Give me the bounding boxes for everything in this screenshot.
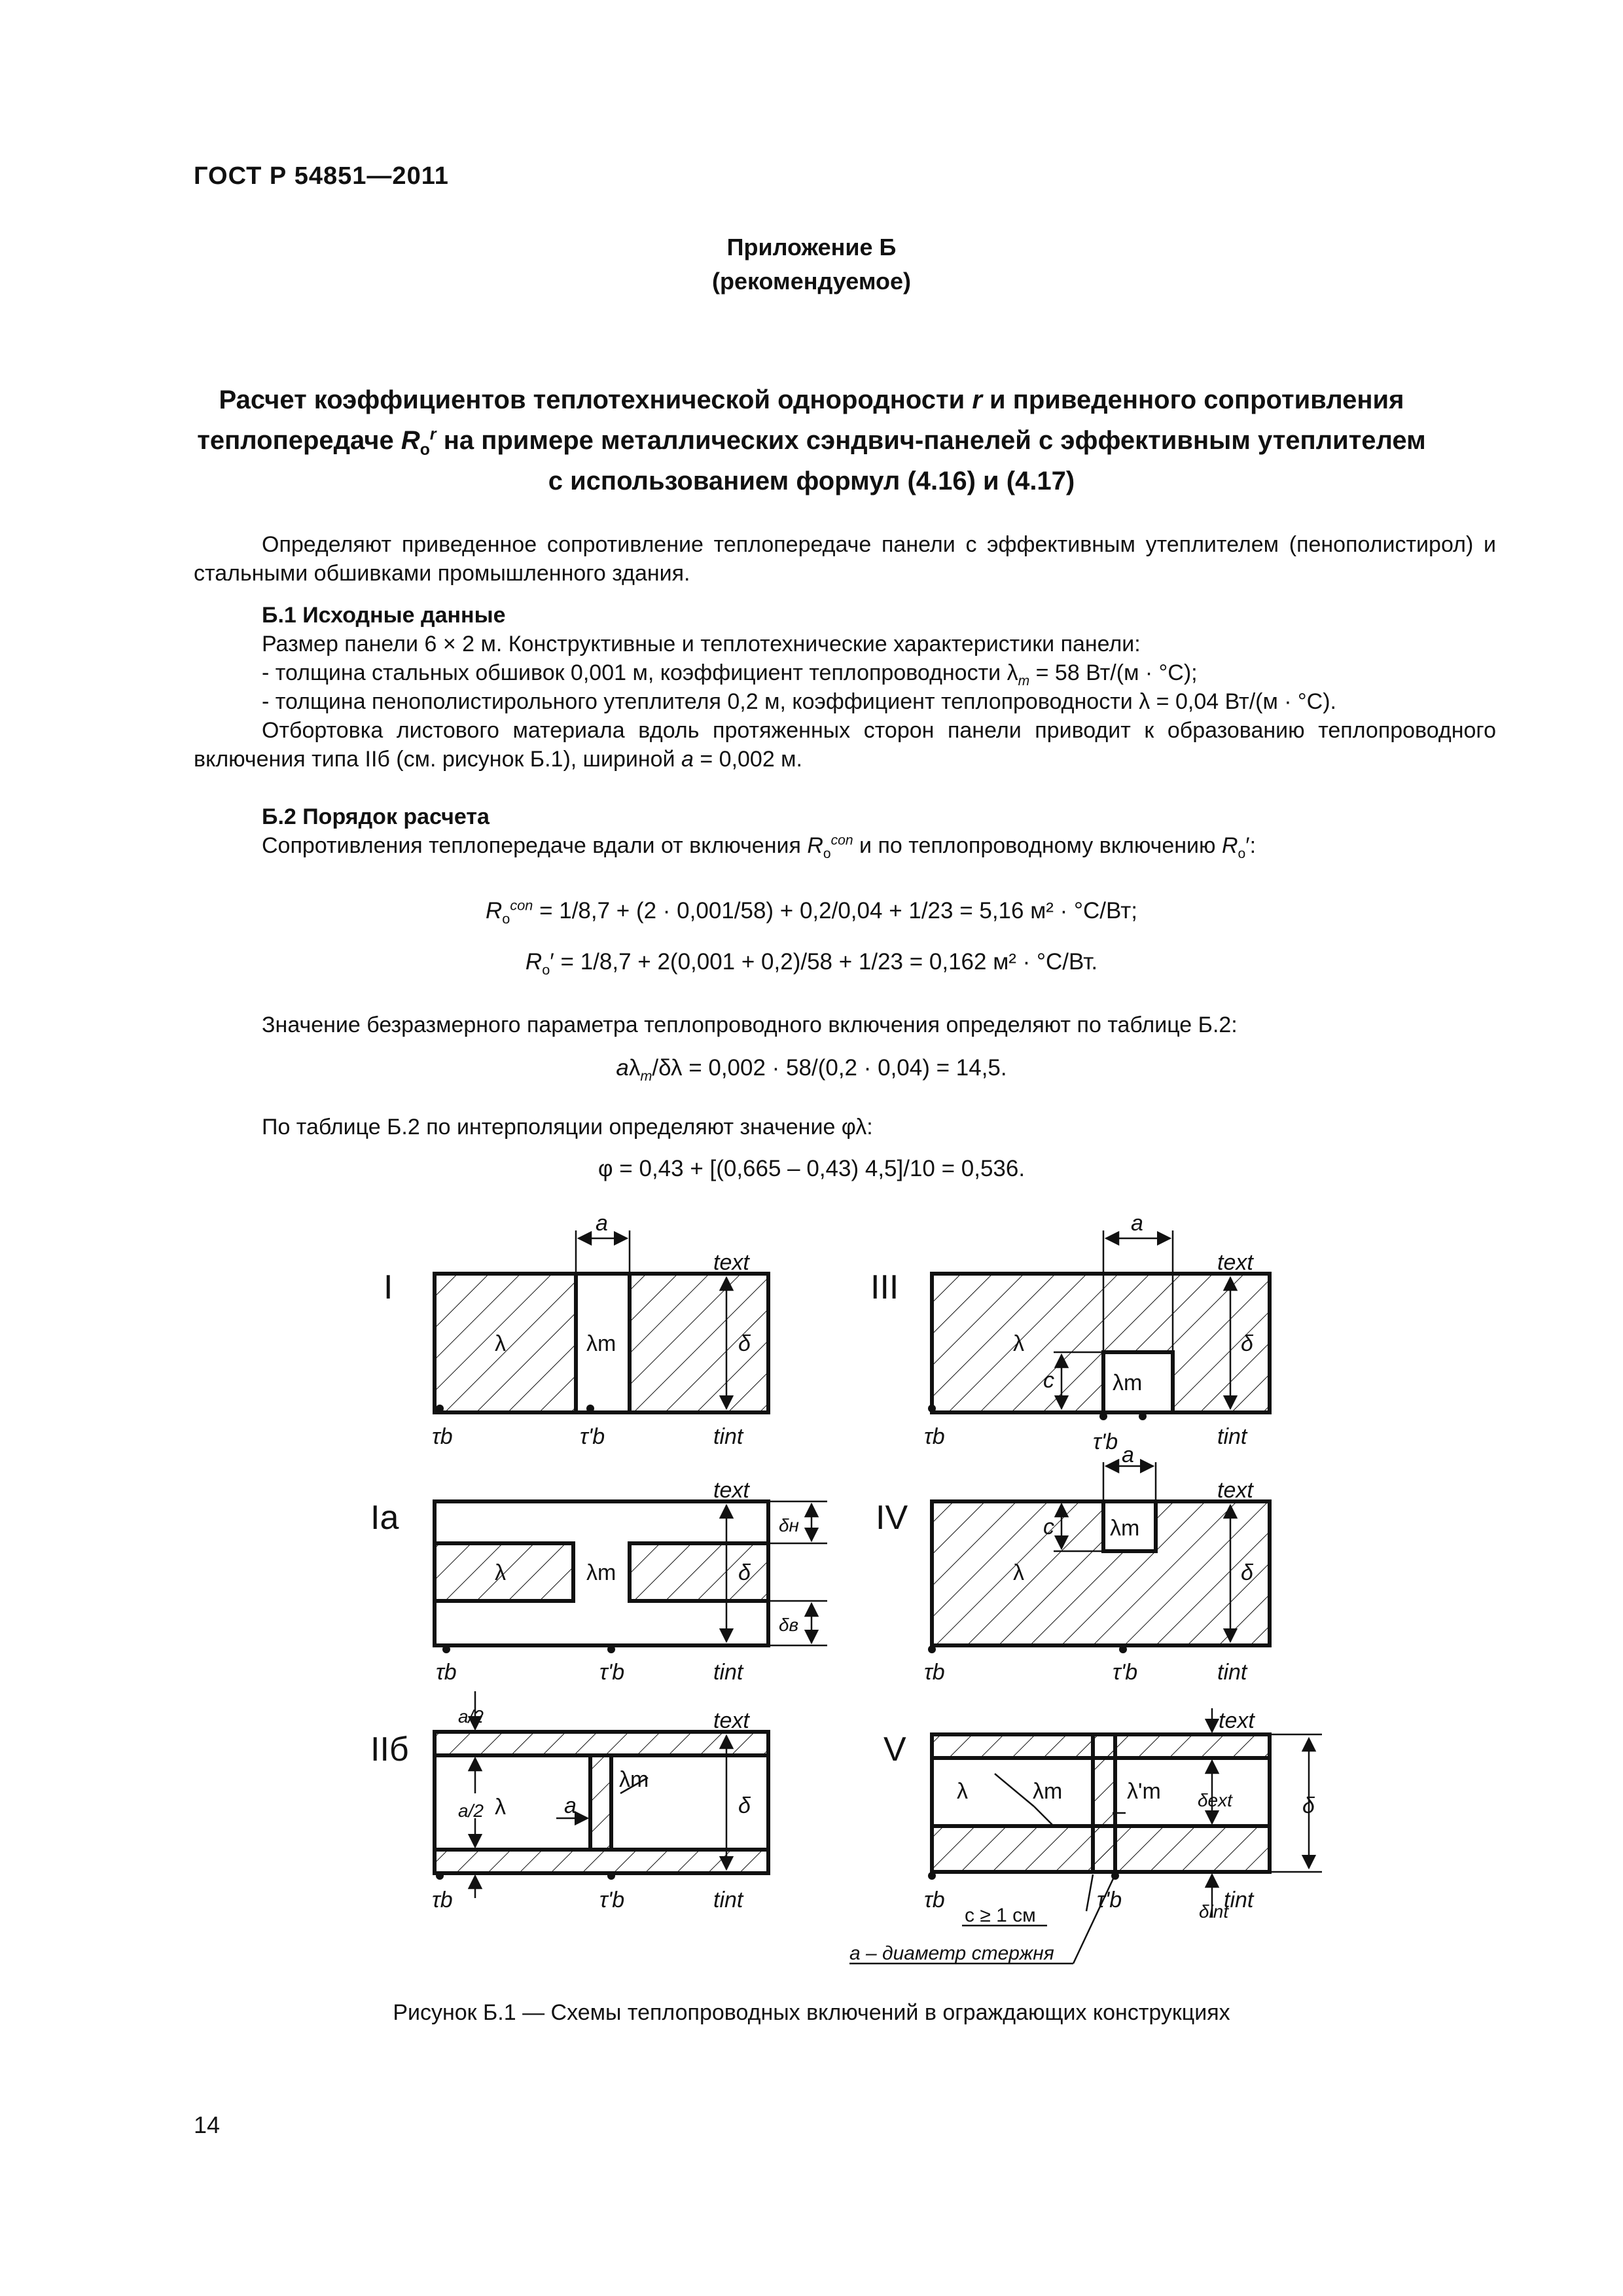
label-tau-b: τb xyxy=(924,1424,945,1449)
label-t-int: tint xyxy=(713,1424,743,1449)
appendix-heading xyxy=(0,230,1623,298)
label-t-ext: text xyxy=(1219,1708,1255,1733)
section-b2-p2-block xyxy=(194,1011,1496,1039)
section-b2 xyxy=(194,802,1496,860)
label-tau-b-prime: τ'b xyxy=(1097,1888,1122,1912)
label-delta-n: δн xyxy=(779,1515,799,1535)
intro-paragraph xyxy=(194,530,1496,588)
section-b2-p2: Значение безразмерного параметра теплопроводного включения определяют по таблице Б.2: xyxy=(262,1013,1238,1037)
title-line-1: Расчет коэффициентов теплотехнической однородности r и приведенного сопротивления xyxy=(219,386,1404,414)
label-lambda: λ xyxy=(1013,1331,1024,1356)
label-tau-b: τb xyxy=(432,1424,453,1449)
label-I: I xyxy=(383,1268,393,1306)
label-tau-b-prime: τ'b xyxy=(599,1660,625,1685)
section-b1-heading: Б.1 Исходные данные xyxy=(262,603,506,628)
label-lambda: λ xyxy=(495,1331,506,1356)
formula-parameter: $a\lambda_m/\delta\lambda = 0,002 \cdot 58/(0,2 \cdot 0,04) = 14,5$. xyxy=(616,1055,1007,1084)
page-number: 14 xyxy=(194,2111,221,2138)
label-c: c xyxy=(1043,1368,1054,1393)
label-tau-b: τb xyxy=(432,1888,453,1912)
appendix-title: Приложение Б xyxy=(726,234,897,260)
label-lambda: λ xyxy=(495,1795,506,1820)
label-Ia: Ia xyxy=(370,1499,399,1537)
label-t-ext: text xyxy=(713,1478,749,1503)
label-delta: δ xyxy=(1302,1793,1315,1818)
formula-r-con-text: = 1/8,7 + (2 · 0,001/58) + 0,2/0,04 + 1/23 = 5,16 м² · °С/Вт; xyxy=(539,898,1137,924)
label-rod-note: a – диаметр стержня xyxy=(849,1943,1054,1964)
label-t-int: tint xyxy=(1217,1660,1247,1685)
label-tau-b: τb xyxy=(436,1660,457,1685)
formula-phi-text: φ = 0,43 + [(0,665 – 0,43) 4,5]/10 = 0,536. xyxy=(597,1156,1026,1181)
label-V: V xyxy=(883,1731,906,1768)
section-b2-p3: По таблице Б.2 по интерполяции определяют значение φλ: xyxy=(262,1115,873,1139)
label-lambda-m-prime: λ'm xyxy=(1127,1779,1161,1804)
formula-parameter-text: = 0,002 · 58/(0,2 · 0,04) = 14,5. xyxy=(688,1055,1007,1081)
figure-b1 xyxy=(0,1204,1623,2042)
label-a: a xyxy=(596,1211,608,1236)
figure-caption: Рисунок Б.1 — Схемы теплопроводных включений в ограждающих конструкциях xyxy=(393,2000,1230,2025)
section-b1-p2: - толщина стальных обшивок 0,001 м, коэффициент теплопроводности $\lambda_m = 58$ Вт/(м · °С); xyxy=(262,660,1198,689)
label-t-ext: text xyxy=(1217,1478,1253,1503)
document-code: ГОСТ Р 54851—2011 xyxy=(194,162,449,190)
label-tau-b-prime: τ'b xyxy=(580,1424,605,1449)
section-b2-p1: Сопротивления теплопередаче вдали от включения $R_o^{con}$ и по теплопроводному включению $R_o'$: xyxy=(262,833,1257,861)
label-lambda-m: λm xyxy=(619,1767,649,1792)
label-delta: δ xyxy=(738,1560,751,1585)
label-tau-b: τb xyxy=(924,1660,945,1685)
formula-phi xyxy=(0,1156,1623,1182)
scheme-IIb xyxy=(435,1732,768,1873)
title-line-2: теплопередаче $R_o^r$ на примере металлических сэндвич-панелей с эффективным утеплителем xyxy=(197,425,1426,459)
label-lambda: λ xyxy=(957,1779,968,1804)
label-a-half: a/2 xyxy=(458,1801,484,1821)
label-t-ext: text xyxy=(713,1708,749,1733)
label-delta-int: δint xyxy=(1199,1901,1229,1922)
label-a: a xyxy=(564,1793,577,1818)
label-lambda: λ xyxy=(1013,1560,1024,1585)
label-t-int: tint xyxy=(713,1660,743,1685)
intro-text: Определяют приведенное сопротивление теплопередаче панели с эффективным утеплителем (пенополистирол) и стальными обшивками промышленного здания. xyxy=(194,532,1496,586)
section-b1-p1: Размер панели 6 × 2 м. Конструктивные и теплотехнические характеристики панели: xyxy=(262,632,1141,656)
label-IIb: IIб xyxy=(370,1731,409,1768)
appendix-subtitle: (рекомендуемое) xyxy=(712,268,911,295)
formula-r-prime-text: = 1/8,7 + 2(0,001 + 0,2)/58 + 1/23 = 0,162 м² · °С/Вт. xyxy=(560,949,1098,975)
label-lambda-m: λm xyxy=(586,1331,616,1356)
label-t-ext: text xyxy=(1217,1250,1253,1275)
label-t-ext: text xyxy=(713,1250,749,1275)
label-t-int: tint xyxy=(1217,1424,1247,1449)
section-b1 xyxy=(194,601,1496,774)
label-III: III xyxy=(870,1268,899,1306)
label-lambda: λ xyxy=(495,1560,506,1585)
formula-r-prime: $R_o' = 1/8,7 + 2(0,001 + 0,2)/58 + 1/23 = 0,162$ м² · °С/Вт. xyxy=(525,949,1098,978)
scheme-III xyxy=(932,1274,1270,1412)
section-b1-p4: Отбортовка листового материала вдоль протяженных сторон панели приводит к образованию теплопроводного включения типа IIб (см. рисунок Б.1), шириной a = 0,002 м. xyxy=(194,718,1496,772)
label-tau-b-prime: τ'b xyxy=(1093,1429,1118,1454)
title-line-3: с использованием формул (4.16) и (4.17) xyxy=(548,467,1075,495)
label-t-int: tint xyxy=(1224,1888,1254,1912)
label-delta-v: δв xyxy=(779,1615,799,1635)
label-delta: δ xyxy=(738,1793,751,1818)
label-t-int: tint xyxy=(713,1888,743,1912)
section-b2-p3-block xyxy=(194,1113,1496,1141)
label-delta-ext: δext xyxy=(1198,1790,1232,1810)
label-a: a xyxy=(1131,1211,1143,1236)
label-delta: δ xyxy=(1241,1331,1253,1356)
label-c: c xyxy=(1043,1515,1054,1539)
label-delta: δ xyxy=(738,1331,751,1356)
document-title xyxy=(0,380,1623,501)
label-tau-b-prime: τ'b xyxy=(1113,1660,1138,1685)
label-lambda-m: λm xyxy=(586,1560,616,1585)
scheme-IV xyxy=(932,1501,1270,1645)
section-b1-p3: - толщина пенополистирольного утеплителя 0,2 м, коэффициент теплопроводности λ = 0,04 Вт/(м · °С). xyxy=(262,689,1336,714)
label-delta: δ xyxy=(1241,1560,1253,1585)
label-a-half: a/2 xyxy=(458,1706,484,1727)
label-tau-b: τb xyxy=(924,1888,945,1912)
label-lambda-m: λm xyxy=(1033,1779,1063,1804)
label-c-min: c ≥ 1 см xyxy=(965,1905,1036,1926)
label-lambda-m: λm xyxy=(1113,1371,1143,1395)
label-IV: IV xyxy=(876,1499,908,1537)
label-tau-b-prime: τ'b xyxy=(599,1888,625,1912)
label-a: a xyxy=(1122,1443,1134,1467)
section-b2-heading: Б.2 Порядок расчета xyxy=(262,804,490,829)
label-lambda-m: λm xyxy=(1110,1516,1140,1541)
formula-r-con: $R_o^{con} = 1/8,7 + (2 \cdot 0,001/58) + 0,2/0,04 + 1/23 = 5,16$ м² · °С/Вт; xyxy=(486,897,1137,927)
